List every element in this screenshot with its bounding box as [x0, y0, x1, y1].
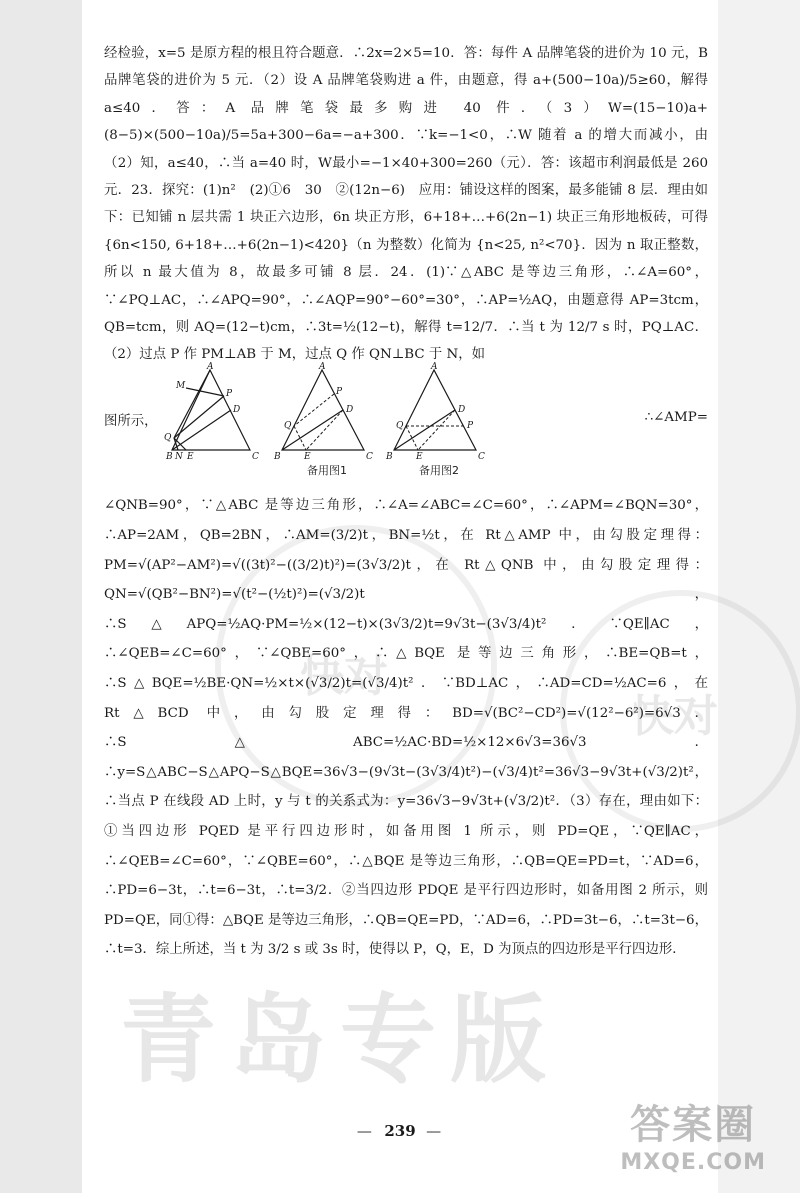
label-b: B [274, 452, 281, 460]
segment-pq [294, 394, 334, 426]
solution-text-bottom [104, 478, 708, 978]
watermark-stamp-1-text: 快对 [300, 651, 388, 702]
segment-pm [186, 388, 224, 396]
label-d: D [233, 405, 241, 415]
figure-lead-text: 图所示， [104, 414, 158, 429]
label-m: M [176, 381, 186, 391]
site-watermark-name: 答案圈 [630, 1102, 757, 1148]
label-q: Q [164, 433, 172, 443]
figure-tail-text: ∴∠AMP= [644, 410, 708, 425]
paragraph: 经检验，x=5 是原方程的根且符合题意．∴2x=2×5=10．答：每件 A 品牌笔袋的进价为 10 元，B 品牌笔袋的进价为 5 元．（2）设 A 品牌笔袋购进 a 件，由题意，得 a+(500−10a)/5≥60，解得 a≤40．答：A 品牌笔袋最多购进 40 件．（3）W=(15−10)a+(8−5)×(500−10a)/5=5a+300−6a=−a+300．∵k=−1<0，∴W 随着 a 的增大而减小，由（2）知，a≤40，∴当 a=40 时，W最小=−1×40+300=260（元）．答：该超市利润最低是 260 元．23．探究：(1)n² (2)①6 30 ②(12n−6) 应用：铺设这样的图案，最多能铺 8 层．理由如下：已知铺 n 层共需 1 块正六边形，6n 块正方形，6+18+…+6(2n−1) 块正三角形地板砖，可得 {6n<150, 6+18+…+6(2n−1)<420}（n 为整数）化简为 {n<25, n²<70}．因为 n 取正整数，所以 n 最大值为 8，故最多可铺 8 层．24．(1)∵△ABC 是等边三角形，∴∠A=60°，∵∠PQ⊥AC，∴∠APQ=90°，∴∠AQP=90°−60°=30°，∴AP=½AQ，由题意得 AP=3tcm，QB=tcm，则 AQ=(12−t)cm，∴3t=½(12−t)，解得 t=12/7．∴当 t 为 12/7 s 时，PQ⊥AC．（2）过点 P 作 PM⊥AB 于 M，过点 Q 作 QN⊥BC 于 N，如 [104, 46, 708, 363]
label-a: A [207, 362, 214, 372]
caption-backup-2: 备用图2 [419, 464, 459, 477]
paragraph: ∠QNB=90°，∵△ABC 是等边三角形，∴∠A=∠ABC=∠C=60°，∴∠APM=∠BQN=30°，∴AP=2AM，QB=2BN，∴AM=(3/2)t，BN=½t，在 Rt△AMP 中，由勾股定理得：PM=√(AP²−AM²)=√((3t)²−((3/2)t)²)=(3√3/2)t，在 Rt△QNB 中，由勾股定理得：QN=√(QB²−BN²)=√(t²−(½t)²)=(√3/2)t，∴S△APQ=½AQ·PM=½×(12−t)×(3√3/2)t=9√3t−(3√3/4)t²．∵QE∥AC，∴∠QEB=∠C=60°，∵∠QBE=60°，∴△BQE 是等边三角形，∴BE=QB=t，∴S△BQE=½BE·QN=½×t×(√3/2)t=(√3/4)t²．∵BD⊥AC，∴AD=CD=½AC=6，在 Rt△BCD 中，由勾股定理得：BD=√(BC²−CD²)=√(12²−6²)=6√3．∴S△ABC=½AC·BD=½×12×6√3=36√3．∴y=S△ABC−S△APQ−S△BQE=36√3−(9√3t−(3√3/4)t²)−(√3/4)t²=36√3−9√3t+(√3/2)t²，∴当点 P 在线段 AD 上时，y 与 t 的关系式为：y=36√3−9√3t+(√3/2)t²．（3）存在，理由如下：①当四边形 PQED 是平行四边形时，如备用图 1 所示，则 PD=QE，∵QE∥AC，∴∠QEB=∠C=60°，∵∠QBE=60°，∴△BQE 是等边三角形，∴QB=QE=PD=t，∵AD=6，∴PD=6−3t，∴t=6−3t，∴t=3/2．②当四边形 PDQE 是平行四边形时，如备用图 2 所示，则 PD=QE，同①得：△BQE 是等边三角形，∴QB=QE=PD，∵AD=6，∴PD=3t−6，∴t=3t−6，∴t=3．综上所述，当 t 为 3/2 s 或 3s 时，使得以 P，Q，E，D 为顶点的四边形是平行四边形． [104, 498, 708, 958]
label-p: P [226, 389, 233, 399]
page-right-margin [718, 0, 800, 1193]
label-e: E [187, 452, 194, 460]
label-b: B [386, 452, 393, 460]
label-b: B [166, 452, 173, 460]
label-p: P [336, 387, 343, 397]
figure-row [104, 362, 708, 477]
watermark-stamp-2-text: 快对 [630, 691, 718, 742]
figure-backup-1 [272, 362, 382, 460]
label-a: A [431, 362, 438, 372]
page-number-dash-right: — [426, 1122, 444, 1140]
label-n: N [175, 452, 183, 460]
solution-text-top [104, 40, 708, 369]
page-number-dash-left: — [356, 1122, 374, 1140]
label-q: Q [284, 421, 292, 431]
label-e: E [304, 452, 311, 460]
label-c: C [478, 452, 485, 460]
site-watermark [620, 1093, 766, 1175]
label-c: C [366, 452, 373, 460]
label-p: P [467, 421, 474, 431]
label-q: Q [396, 421, 404, 431]
figure-backup-2 [384, 362, 494, 460]
page-number-value: 239 [384, 1122, 416, 1140]
figure-main [160, 362, 270, 460]
label-e: E [416, 452, 423, 460]
caption-backup-1: 备用图1 [307, 464, 347, 477]
label-d: D [346, 405, 354, 415]
watermark-band: 青岛专版 [120, 984, 560, 1096]
label-c: C [252, 452, 259, 460]
site-watermark-url: MXQE.COM [620, 1150, 766, 1175]
label-d: D [458, 405, 466, 415]
label-a: A [319, 362, 326, 372]
